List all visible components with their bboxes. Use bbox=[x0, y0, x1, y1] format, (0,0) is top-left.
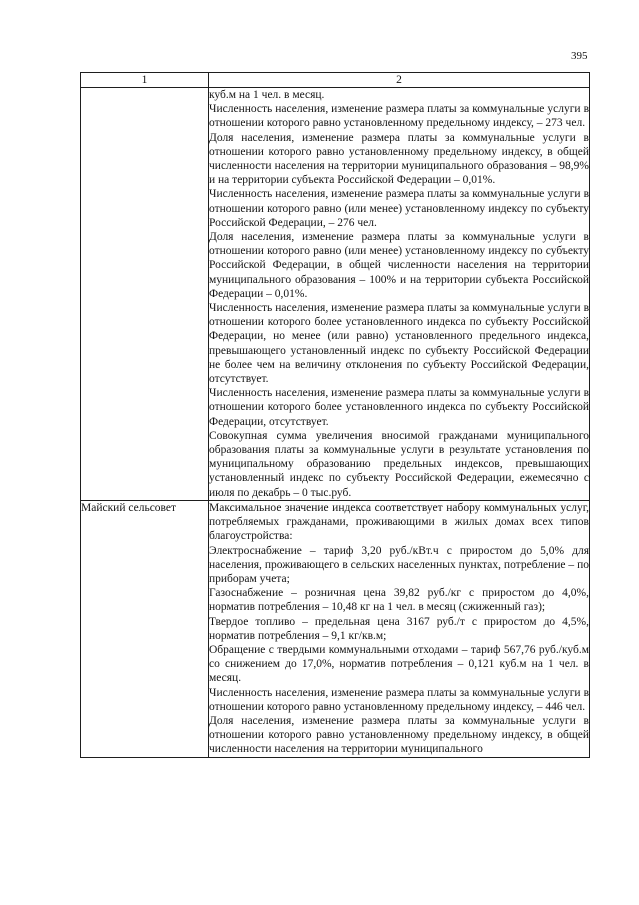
table-row bbox=[81, 500, 590, 757]
paragraph: Численность населения, изменение размера платы за коммунальные услуги в отношении которого более установленного индекса по субъекту Российской Федерации, но менее (или равно) установленного предельного индекса, превышающего установленный индекс по субъекту Российской Федерации не более чем на величину отклонения по субъекту Российской Федерации, отсутствует. bbox=[209, 302, 589, 386]
paragraph: Обращение с твердыми коммунальными отходами – тариф 567,76 руб./куб.м со снижением до 17,0%, норматив потребления – 0,121 куб.м на 1 чел. в месяц. bbox=[209, 643, 589, 685]
row-1-municipality bbox=[81, 88, 209, 501]
page-number: 395 bbox=[571, 50, 588, 62]
table-row bbox=[81, 88, 590, 501]
row-2-municipality: Майский сельсовет bbox=[81, 500, 209, 757]
paragraph: Численность населения, изменение размера платы за коммунальные услуги в отношении которого равно установленному предельному индексу, – 273 чел. bbox=[209, 103, 589, 130]
paragraph: Численность населения, изменение размера платы за коммунальные услуги в отношении которого более установленного индекса по субъекту Российской Федерации, отсутствует. bbox=[209, 387, 589, 428]
column-header-2: 2 bbox=[209, 73, 590, 88]
paragraph: куб.м на 1 чел. в месяц. bbox=[209, 89, 325, 101]
row-2-content bbox=[209, 500, 590, 757]
paragraph: Твердое топливо – предельная цена 3167 руб./т с приростом до 4,5%, норматив потребления – 9,1 кг/кв.м; bbox=[209, 615, 589, 642]
row-1-content bbox=[209, 88, 590, 501]
paragraph: Максимальное значение индекса соответствует набору коммунальных услуг, потребляемых гражданами, проживающими в жилых домах всех типов благоустройства: bbox=[209, 501, 589, 543]
paragraph: Численность населения, изменение размера платы за коммунальные услуги в отношении которого равно (или менее) установленному индексу по субъекту Российской Федерации, – 276 чел. bbox=[209, 188, 589, 229]
paragraph: Электроснабжение – тариф 3,20 руб./кВт.ч с приростом до 5,0% для населения, проживающего в сельских населенных пунктах, потребление – по приборам учета; bbox=[209, 544, 589, 585]
table-header-row bbox=[81, 73, 590, 88]
paragraph: Доля населения, изменение размера платы за коммунальные услуги в отношении которого равно установленному предельному индексу, в общей численности населения на территории муниципального bbox=[209, 714, 589, 756]
paragraph: Численность населения, изменение размера платы за коммунальные услуги в отношении которого равно установленному предельному индексу, – 446 чел. bbox=[209, 686, 589, 713]
paragraph: Доля населения, изменение размера платы за коммунальные услуги в отношении которого равно (или менее) установленному индексу по субъекту Российской Федерации, в общей численности населения на территории муниципального образования – 100% и на территории субъекта Российской Федерации – 0,01%. bbox=[209, 231, 589, 300]
document-table bbox=[80, 72, 590, 758]
paragraph: Доля населения, изменение размера платы за коммунальные услуги в отношении которого равно установленному предельному индексу, в общей численности населения на территории муниципального образования – 98,9% и на территории субъекта Российской Федерации – 0,01%. bbox=[209, 131, 589, 187]
column-header-1: 1 bbox=[81, 73, 209, 88]
paragraph: Совокупная сумма увеличения вносимой гражданами муниципального образования платы за коммунальные услуги в результате установления по муниципальному образованию предельных индексов, превышающих установленный индекс по субъекту Российской Федерации, ежемесячно с июля по декабрь – 0 тыс.руб. bbox=[209, 429, 589, 499]
paragraph: Газоснабжение – розничная цена 39,82 руб./кг с приростом до 4,0%, норматив потребления – 10,48 кг на 1 чел. в месяц (сжиженный газ); bbox=[209, 587, 589, 614]
